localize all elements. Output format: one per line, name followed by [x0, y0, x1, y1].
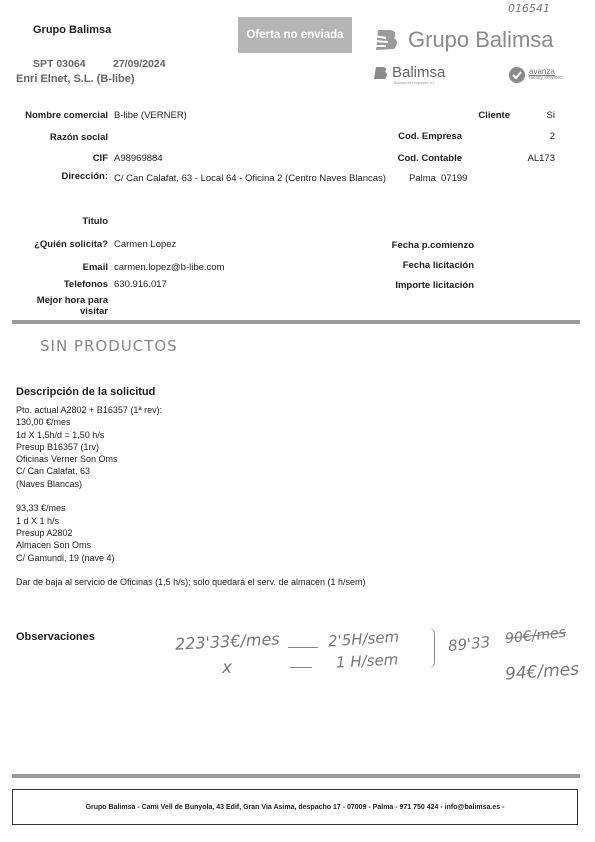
handwritten-crossed-amount: 90€/mes — [504, 624, 567, 648]
descripcion-line: 93,33 €/mes — [16, 503, 66, 514]
importe-licitacion-label: Importe licitación — [395, 280, 474, 291]
quien-solicita-label: ¿Quién solicita? — [34, 239, 108, 250]
email-value: carmen.lopez@b-libe.com — [114, 262, 225, 273]
logo-main-text: Grupo Balimsa — [408, 27, 554, 52]
descripcion-line: 130,00 €/mes — [16, 417, 71, 428]
descripcion-line: 1 d X 1 h/s — [16, 515, 60, 526]
telefonos-value: 630.916.017 — [114, 279, 167, 290]
cliente-value: Si — [546, 110, 555, 121]
status-badge — [238, 17, 352, 53]
descripcion-line — [16, 490, 576, 502]
section-divider-top — [12, 320, 580, 324]
handwritten-dash-2 — [290, 667, 312, 668]
handwritten-hours-2: 1 H/sem — [335, 650, 399, 672]
doc-number-text: 016541 — [508, 2, 550, 15]
observaciones-title: Observaciones — [16, 631, 95, 643]
handwritten-hours-1: 2'5H/sem — [327, 627, 400, 651]
descripcion-title: Descripción de la solicitud — [16, 386, 156, 398]
cod-contable-label: Cod. Contable — [397, 153, 462, 164]
descripcion-line: Oficinas Verner Son Oms — [16, 454, 118, 465]
fecha-comienzo-label: Fecha p.comienzo — [391, 240, 474, 251]
reference-number: SPT 03064 — [33, 58, 86, 70]
handwritten-doc-number — [508, 2, 550, 15]
titulo-label: Titulo — [82, 216, 108, 227]
quien-solicita-value: Carmen Lopez — [114, 239, 177, 250]
footer-text: Grupo Balimsa - Cami Vell de Bunyola, 43 Edif, Gran Via Asima, despacho 17 - 07009 - Palma - 971 750 424 - info@balimsa.es - — [85, 803, 505, 811]
grupo-balimsa-logo — [372, 26, 554, 54]
handwritten-brace — [428, 628, 435, 668]
avanza-check-icon — [508, 66, 526, 84]
email-label: Email — [82, 262, 108, 273]
cliente-label: Cliente — [478, 110, 510, 121]
direccion-label: Dirección: — [61, 171, 108, 182]
avanza-logo — [508, 66, 563, 84]
cif-value: A98969884 — [114, 153, 163, 164]
descripcion-line: C/ Can Calafat, 63 — [16, 466, 91, 477]
handwritten-sin-productos: SIN PRODUCTOS — [40, 337, 178, 355]
ciudad-value: Palma — [409, 173, 436, 184]
footer-box — [12, 789, 578, 825]
logo-sub-caption: Balimsa de Limpiezas, s.l. — [394, 81, 435, 85]
avanza-caption: facility services — [529, 75, 563, 81]
nombre-comercial-value: B-libe (VERNER) — [114, 110, 187, 121]
descripcion-line: Presup B16357 (1rv) — [16, 441, 100, 452]
status-badge-label: Oferta no enviada — [246, 29, 344, 41]
descripcion-body — [16, 404, 576, 588]
descripcion-line: 1d X 1,5h/d = 1,50 h/s — [16, 429, 105, 440]
logo-sub-text: Balimsa — [392, 64, 446, 81]
descripcion-line: Presup A2802 — [16, 527, 73, 538]
codigo-postal-value: 07199 — [441, 173, 468, 184]
section-divider-bottom — [12, 774, 580, 778]
razon-social-label: Razón social — [49, 132, 108, 143]
handwritten-total: 223'33€/mes — [174, 629, 281, 654]
avanza-text: avanza — [529, 67, 555, 76]
descripcion-line: Dar de baja al servicio de Oficinas (1,5 h/s); solo quedará el serv. de almacen (1 h/sem) — [16, 577, 366, 588]
descripcion-line — [16, 564, 576, 576]
cif-label: CIF — [92, 153, 108, 164]
handwritten-final-amount: 94€/mes — [504, 659, 580, 685]
cod-empresa-label: Cod. Empresa — [398, 131, 462, 142]
descripcion-line: Pto. actual A2802 + B16357 (1ª rev): — [16, 405, 163, 415]
handwritten-subtotal: 89'33 — [447, 632, 492, 656]
descripcion-line: (Naves Blancas) — [16, 478, 83, 489]
telefonos-label: Telefonos — [63, 279, 108, 290]
company-title: Grupo Balimsa — [33, 24, 112, 36]
mejor-hora-label: Mejor hora para visitar — [36, 295, 108, 317]
nombre-comercial-label: Nombre comercial — [25, 110, 108, 121]
document-date: 27/09/2024 — [113, 58, 166, 70]
handwritten-x: x — [222, 658, 233, 678]
cod-contable-value: AL173 — [527, 153, 555, 164]
direccion-value: C/ Can Calafat, 63 - Local 64 - Oficina 2 (Centro Naves Blancas) — [114, 173, 386, 184]
fecha-licitacion-label: Fecha licitación — [402, 260, 474, 271]
client-heading: Enri Elnet, S.L. (B-libe) — [16, 73, 135, 85]
balimsa-small-b-icon — [372, 65, 390, 81]
handwritten-dash-1 — [288, 647, 318, 648]
cod-empresa-value: 2 — [549, 131, 555, 142]
descripcion-line: C/ Gamundi, 19 (nave 4) — [16, 552, 115, 563]
balimsa-logo — [372, 64, 445, 85]
descripcion-line: Almacen Son Oms — [16, 540, 92, 551]
balimsa-b-icon — [372, 26, 402, 54]
